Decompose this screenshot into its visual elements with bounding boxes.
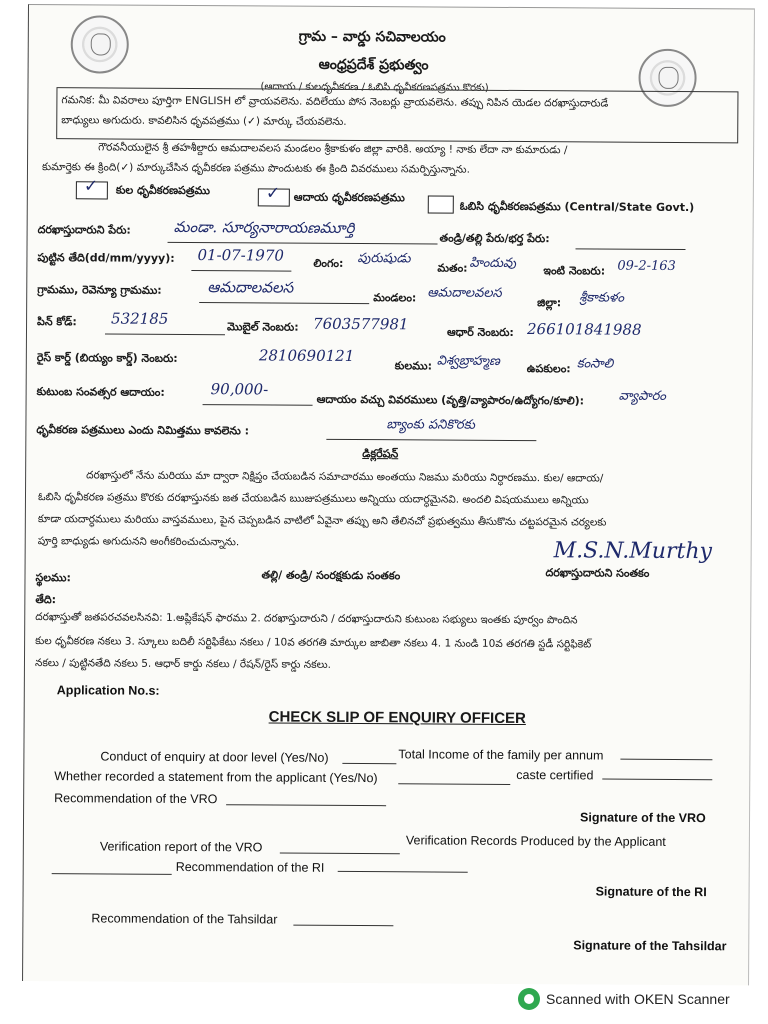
declaration-line-1: దరఖాస్తులో నేను మరియు మా ద్వారా నిక్షిప్తం చేయబడిన సమాచారము అంతయు నిజము మరియు నిర్ధారణము. కుల/ ఆదాయ/ xyxy=(86,469,604,485)
obc-certificate-label: ఓబిసి ధృవీకరణపత్రము (Central/State Govt.) xyxy=(459,199,695,215)
application-no-label: Application No.s: xyxy=(56,683,160,698)
subcaste-value[interactable]: కంసాలి xyxy=(576,356,614,372)
government-seal-left xyxy=(71,15,129,73)
intro-line-1: గౌరవనీయులైన శ్రీ తహశీల్దారు ఆమదాలవలస మండలం శ్రీకాకుళం జిల్లా వారికి. అయ్యా ! నాకు లేదా నా కుమారుడు / xyxy=(98,141,568,157)
form-subtitle: (ఆదాయ / కులధృవీకరణ / ఓబిసి ధృవీకరణపత్రము కొరకు) xyxy=(260,81,489,94)
aadhar-label: ఆధార్ నెంబరు: xyxy=(446,325,514,339)
recommendation-vro-label: Recommendation of the VRO xyxy=(54,791,218,807)
pin-code-line xyxy=(105,333,225,335)
signature-vro-label: Signature of the VRO xyxy=(579,810,706,826)
annual-income-label: కుటుంబ సంవత్సర ఆదాయం: xyxy=(36,385,165,399)
instruction-line-1: గమనిక: మీ వివరాలు పూర్తిగా ENGLISH లో వ్రాయవలెను. వదిలేయు పోస నెంబర్లు వ్రాయవలెను. తప్పు నిపిన యెడల దరఖాస్తుదారుడే xyxy=(61,94,609,110)
applicant-name-value[interactable]: మండా. సూర్యనారాయణమూర్తి xyxy=(173,217,355,237)
purpose-line xyxy=(326,439,536,441)
purpose-label: ధృవీకరణ పత్రములు ఎందు నిమిత్తము కావలెను : xyxy=(36,423,250,438)
instruction-box xyxy=(56,87,738,143)
attachments-line-2: కుల ధృవీకరణ నకలు 3. స్కూలు బదిలీ సర్టిఫికేటు నకలు / 10వ తరగతి మార్కుల జాబితా నకలు 4. 1 నుండి 10వ తరగతి స్టడీ సర్టిఫికెట్ xyxy=(35,635,592,651)
statement-recorded-label: Whether recorded a statement from the applicant (Yes/No) xyxy=(54,769,378,786)
caste-label: కులము: xyxy=(394,359,433,373)
dob-value[interactable]: 01-07-1970 xyxy=(197,246,285,265)
declaration-line-4: పూర్తి బాధ్యుడు అగుదునని అంగీకరించుచున్నాను. xyxy=(37,535,240,549)
form-title-secretariat: గ్రామ – వార్డు సచివాలయం xyxy=(298,28,446,46)
village-value[interactable]: ఆమదాలవలస xyxy=(207,278,294,297)
applicant-signature: M.S.N.Murthy xyxy=(553,538,713,565)
pin-code-value[interactable]: 532185 xyxy=(111,309,169,328)
income-source-label: ఆదాయం వచ్చు వివరములు (వృత్తి/వ్యాపారం/ఉద్యోగం/కూలి): xyxy=(316,392,585,408)
income-certificate-checkbox[interactable] xyxy=(258,183,290,206)
parent-signature-label: తల్లి/ తండ్రి/ సంరక్షకుడు సంతకం xyxy=(261,568,401,583)
statement-recorded-line[interactable] xyxy=(398,783,510,785)
applicant-signature-label: దరఖాస్తుదారుని సంతకం xyxy=(545,566,650,580)
door-no-label: ఇంటి నెంబరు: xyxy=(543,264,606,278)
dob-line xyxy=(191,270,291,272)
declaration-line-3: కూడా యదార్ధములు మరియు వాస్తవములు, పైన చెప్పబడిన వాటిలో ఏవైనా తప్పు అని తేలినచో ప్రభుత్వము తీసుకొను చట్టపరమైన చర్యలకు xyxy=(37,513,607,529)
dob-label: పుట్టిన తేది(dd/mm/yyyy): xyxy=(37,251,175,265)
conduct-enquiry-label: Conduct of enquiry at door level (Yes/No) xyxy=(100,749,329,765)
recommendation-tahsildar-line[interactable] xyxy=(293,925,393,927)
recommendation-ri-label: Recommendation of the RI xyxy=(175,859,325,875)
caste-certificate-checkbox[interactable] xyxy=(76,176,108,199)
gender-label: లింగం: xyxy=(313,256,344,270)
check-slip-title: CHECK SLIP OF ENQUIRY OFFICER xyxy=(268,708,526,728)
subcaste-label: ఉపకులం: xyxy=(526,362,571,376)
recommendation-vro-line[interactable] xyxy=(226,804,386,806)
district-value[interactable]: శ్రీకాకుళం xyxy=(579,290,625,306)
parent-name-label: తండ్రి/తల్లి పేరు/భర్త పేరు: xyxy=(439,231,550,246)
aadhar-value[interactable]: 266101841988 xyxy=(526,320,642,339)
instruction-line-2: బాధ్యులు అగుదురు. కావలిసిన ధృవపత్రము (✓) మార్కు చేయవలెను. xyxy=(61,114,347,128)
application-form-page xyxy=(22,4,755,985)
pin-code-label: పిన్ కోడ్: xyxy=(37,315,77,329)
mandal-value[interactable]: ఆమదాలవలస xyxy=(427,285,502,301)
verification-report-line[interactable] xyxy=(280,853,400,855)
intro-line-2: కుమార్తెకు ఈ క్రింది(✓) మార్కుచేసిన ధృవీకరణ పత్రము పొందుటకు ఈ క్రింది వివరములు సమర్పిస్తున్నాను. xyxy=(41,161,470,176)
religion-label: మతం: xyxy=(437,261,468,275)
attachments-line-3: నకలు / పుట్టినతేది నకలు 5. ఆధార్ కార్డు నకలు / రేషన్/రైస్ కార్డు నకలు. xyxy=(34,657,332,671)
ration-card-label: రైస్ కార్డ్ (బియ్యం కార్డ్) నెంబరు: xyxy=(36,351,178,365)
total-income-line[interactable] xyxy=(620,759,712,761)
checkmark-icon: ✓ xyxy=(265,183,281,204)
mandal-label: మండలం: xyxy=(373,291,417,305)
caste-value[interactable]: విశ్వబ్రాహ్మణ xyxy=(436,353,500,369)
income-certificate-label: ఆదాయ ధృవీకరణపత్రము xyxy=(293,190,405,205)
recommendation-tahsildar-label: Recommendation of the Tahsildar xyxy=(91,911,278,927)
recommendation-ri-line[interactable] xyxy=(338,871,468,873)
date-label: తేది: xyxy=(35,593,57,607)
ration-card-value[interactable]: 2810690121 xyxy=(258,346,355,365)
mobile-value[interactable]: 7603577981 xyxy=(312,314,409,334)
district-label: జిల్లా: xyxy=(537,296,562,310)
village-line xyxy=(199,302,369,304)
declaration-heading: డిక్లరేషన్ xyxy=(362,447,399,461)
applicant-name-line xyxy=(168,242,438,245)
declaration-line-2: ఓబిసి ధృవీకరణ పత్రము కొరకు దరఖాస్తునకు జత చేయబడిన ఋజుపత్రములు అన్నియు యదార్ధమైనవి. అందలి విషయములు అన్నియు xyxy=(37,491,589,507)
verification-records-label: Verification Records Produced by the Applicant xyxy=(405,833,666,849)
verification-records-line[interactable] xyxy=(52,873,172,875)
caste-certificate-label: కుల ధృవీకరణపత్రము xyxy=(115,183,210,198)
conduct-enquiry-line[interactable] xyxy=(342,763,396,764)
total-income-label: Total Income of the family per annum xyxy=(398,747,604,763)
annual-income-value[interactable]: 90,000- xyxy=(210,380,269,399)
scanner-watermark xyxy=(518,988,730,1010)
annual-income-line xyxy=(203,404,313,406)
signature-tahsildar-label: Signature of the Tahsildar xyxy=(573,938,727,954)
caste-certified-label: caste certified xyxy=(516,767,594,783)
attachments-line-1: దరఖాస్తుతో జతపరచవలసినవి: 1.అప్లికేషన్ ఫారము 2. దరఖాస్తుదారుని / దరఖాస్తుదారుని కుటుంబ సభ్యులు ఇంతకు పూర్వం పొందిన xyxy=(35,611,578,627)
oken-scanner-logo-icon xyxy=(518,988,540,1010)
door-no-value[interactable]: 09-2-163 xyxy=(617,258,676,274)
gender-value[interactable]: పురుషుడు xyxy=(357,251,411,267)
verification-report-label: Verification report of the VRO xyxy=(99,839,263,855)
place-label: స్థలము: xyxy=(35,571,71,585)
checkmark-icon: ✓ xyxy=(83,176,99,197)
applicant-name-label: దరఖాస్తుదారుని పేరు: xyxy=(37,223,131,237)
purpose-value[interactable]: బ్యాంకు పనికొరకు xyxy=(386,417,475,433)
obc-certificate-checkbox[interactable] xyxy=(428,195,454,213)
mobile-label: మొబైల్ నెంబరు: xyxy=(226,320,299,334)
village-label: గ్రామము, రెవెన్యూ గ్రామము: xyxy=(37,283,162,297)
parent-name-line[interactable] xyxy=(576,248,686,250)
scanner-watermark-text: Scanned with OKEN Scanner xyxy=(546,991,730,1007)
income-source-value[interactable]: వ్యాపారం xyxy=(618,388,666,404)
signature-ri-label: Signature of the RI xyxy=(595,884,707,900)
form-title-government: ఆంధ్రప్రదేశ్ ప్రభుత్వం xyxy=(318,56,429,74)
caste-certified-line[interactable] xyxy=(602,779,712,781)
religion-value[interactable]: హిందువు xyxy=(469,255,517,271)
